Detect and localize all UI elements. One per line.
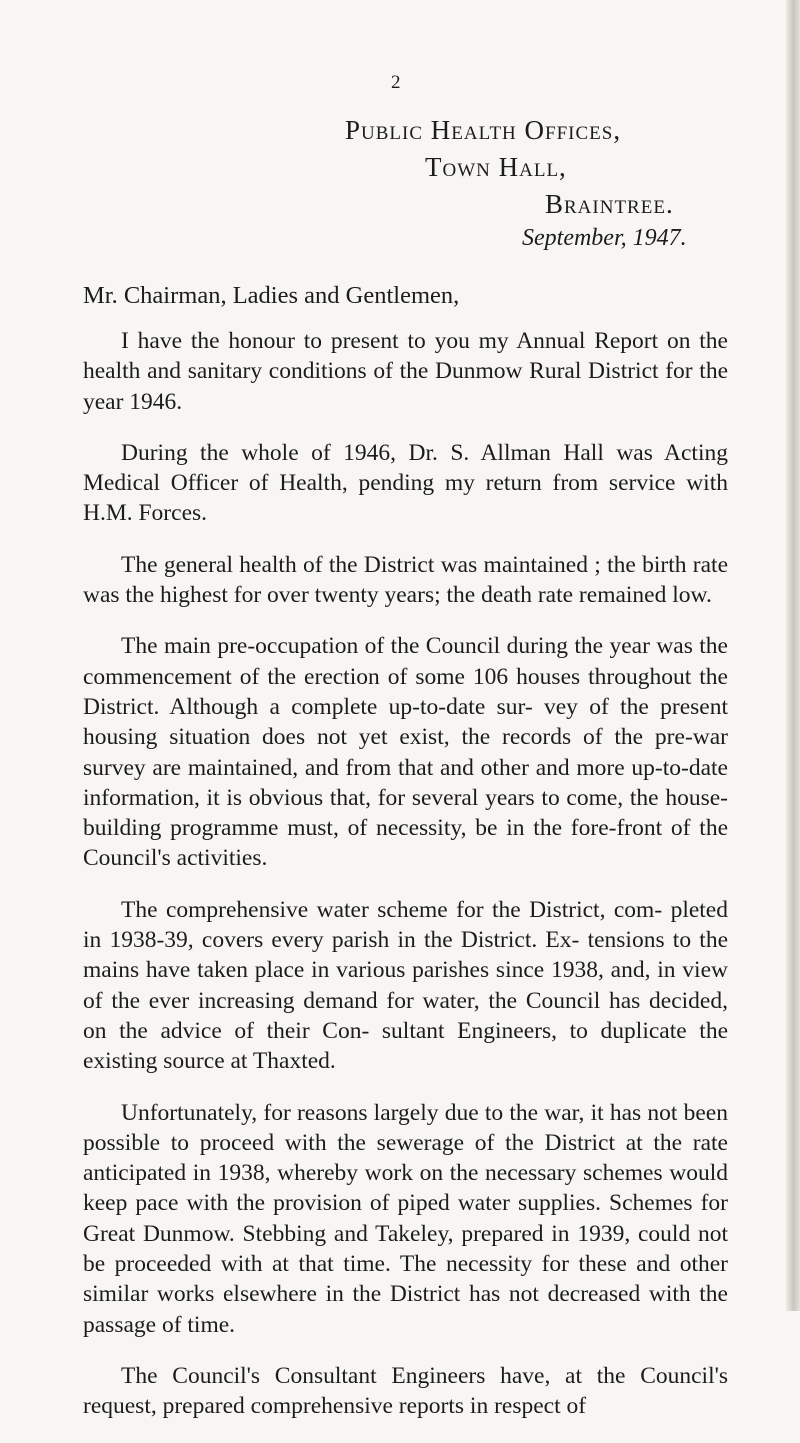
- letterhead-town: Braintree.: [545, 189, 674, 219]
- letter-date: September, 1947.: [522, 225, 687, 251]
- paragraph-housing: The main pre-occupation of the Council during the year was the commencement of the erection of some 106 houses throughout the District. Although a complete up-to-date sur- vey of the present housing situation does not yet exist, the records of the pre-war survey are maintained, and from that and other and more up-to-date information, it is obvious that, for several years to come, the house-building programme must, of necessity, be in the fore-front of the Council's activities.: [83, 633, 728, 872]
- paragraph-acting-officer: During the whole of 1946, Dr. S. Allman Hall was Acting Medical Officer of Health, pending my return from service with H.M. Forces.: [83, 439, 728, 527]
- paragraph-sewerage: Unfortunately, for reasons largely due to the war, it has not been possible to proceed with the sewerage of the District at the rate anticipated in 1938, whereby work on the necessary schemes would keep pace with the provision of piped water supplies. Schemes for Great Dunmow. Stebbing and Takeley, prepared in 1939, could not be proceeded with at that time. The necessity for these and other similar works elsewhere in the District has not decreased with the passage of time.: [83, 1099, 728, 1338]
- letterhead-office: Public Health Offices,: [345, 115, 622, 145]
- report-body: [83, 326, 728, 1443]
- letterhead-building: Town Hall,: [425, 152, 567, 182]
- paragraph-introduction: I have the honour to present to you my Annual Report on the health and sanitary conditions of the Dunmow Rural District for the year 1946.: [83, 328, 728, 415]
- paragraph-general-health: The general health of the District was maintained ; the birth rate was the highest for over twenty years; the death rate remained low.: [83, 551, 728, 609]
- paragraph-consultant-reports: The Council's Consultant Engineers have, at the Council's request, prepared comprehensive reports in respect of: [83, 1362, 728, 1420]
- page-edge-shadow: [786, 0, 800, 1311]
- paragraph-water-scheme: The comprehensive water scheme for the District, com- pleted in 1938-39, covers every parish in the District. Ex- tensions to the mains have taken place in various parishes since 1938, and, in view of the ever increasing demand for water, the Council has decided, on the advice of their Con- sultant Engineers, to duplicate the existing source at Thaxted.: [83, 896, 728, 1075]
- page-number: 2: [391, 72, 401, 93]
- salutation: Mr. Chairman, Ladies and Gentlemen,: [83, 282, 460, 309]
